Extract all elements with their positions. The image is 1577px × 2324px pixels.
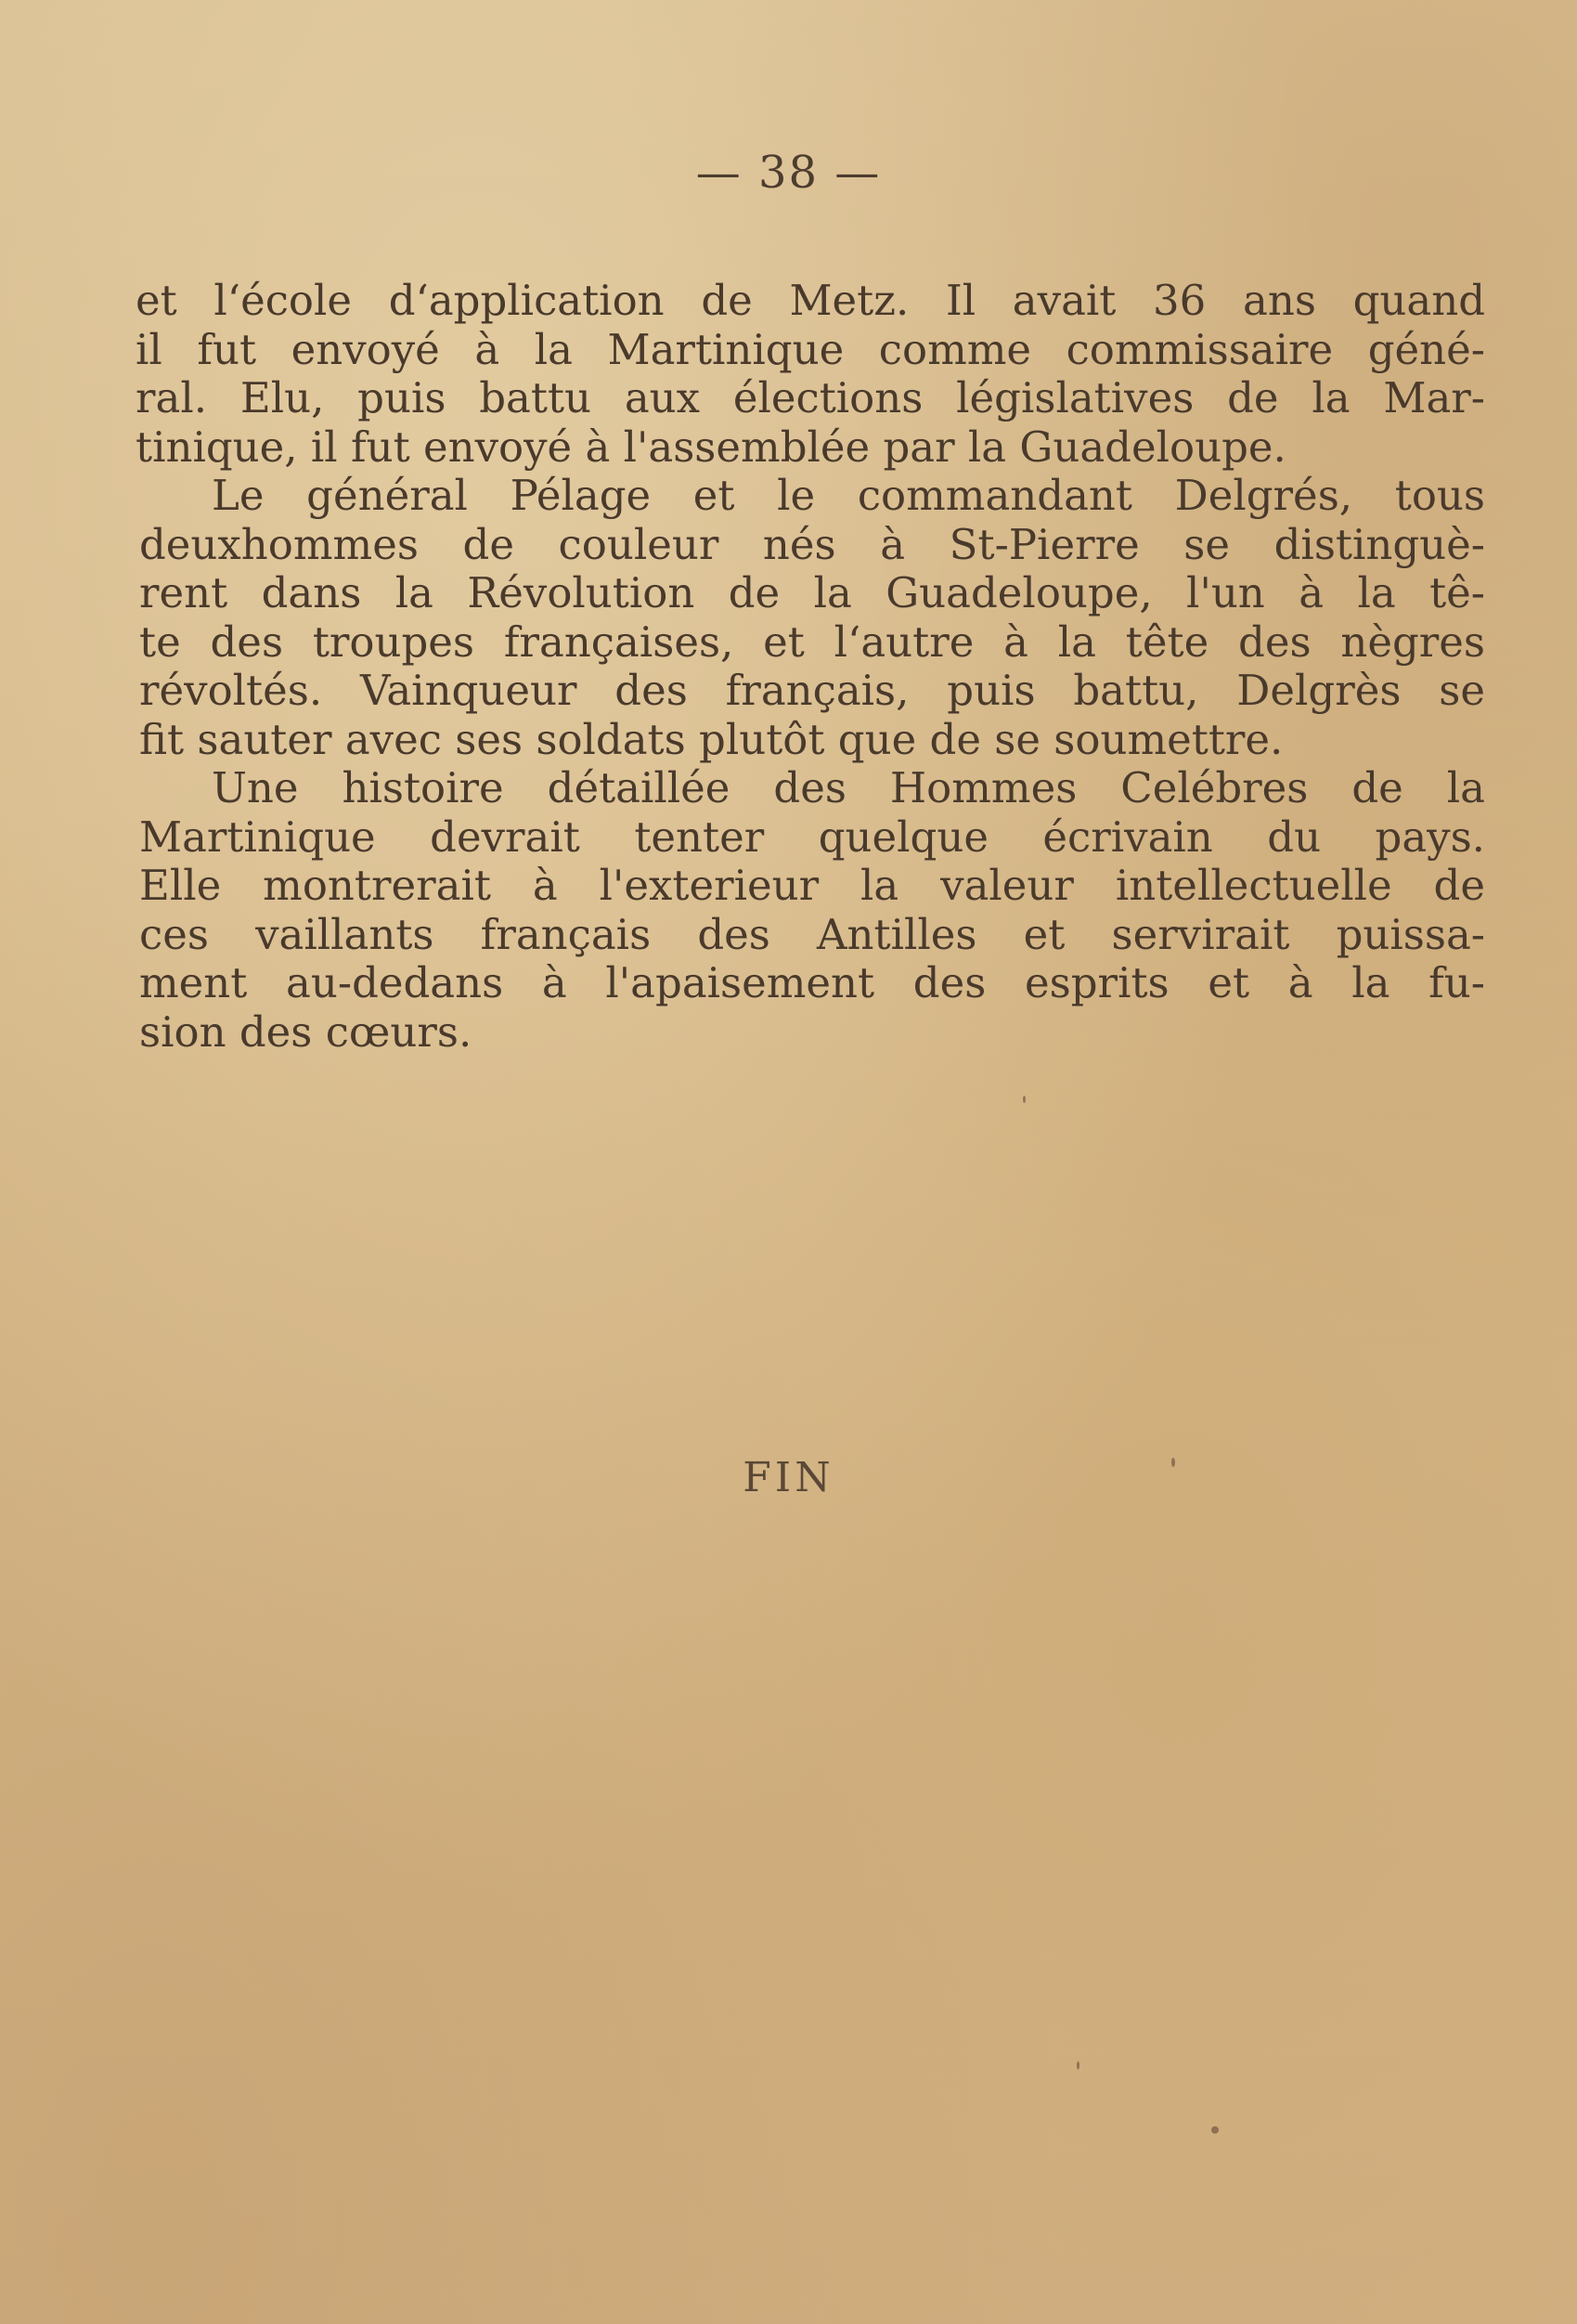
text-line: tinique, il fut envoyé à l'assemblée par la Guadeloupe. [136, 422, 1286, 472]
body-text [136, 276, 1485, 1057]
text-line: et l‘école d‘application de Metz. Il avait 36 ans quand [136, 276, 1485, 325]
text-line: sion des cœurs. [139, 1006, 472, 1057]
text-line: Le général Pélage et le commandant Delgrés, tous [212, 471, 1485, 520]
text-line: Martinique devrait tenter quelque écrivain du pays. [139, 811, 1485, 862]
text-line: ral. Elu, puis battu aux élections législatives de la Mar- [136, 373, 1485, 422]
paper-speck [1023, 1096, 1026, 1103]
text-line: te des troupes françaises, et l‘autre à la tête des nègres [139, 617, 1485, 667]
paper-speck [1171, 1458, 1175, 1467]
text-line: fit sauter avec ses soldats plutôt que de se soumettre. [139, 714, 1284, 764]
text-line: deuxhommes de couleur nés à St-Pierre se distinguè- [139, 519, 1485, 569]
text-line: il fut envoyé à la Martinique comme commissaire géné- [136, 324, 1485, 374]
paragraph-1 [136, 277, 1485, 472]
paragraph-3 [139, 764, 1485, 1057]
paragraph-2 [139, 472, 1485, 764]
text-line: révoltés. Vainqueur des français, puis battu, Delgrès se [139, 666, 1485, 715]
text-line: Une histoire détaillée des Hommes Celébres de la [212, 763, 1485, 812]
paper-speck [1211, 2126, 1219, 2134]
text-line: ces vaillants français des Antilles et servirait puissa- [139, 909, 1485, 959]
text-line: ment au-dedans à l'apaisement des esprits et à la fu- [139, 958, 1485, 1007]
page-number: — 38 — [695, 147, 882, 199]
end-mark: FIN [743, 1454, 834, 1501]
text-line: rent dans la Révolution de la Guadeloupe, l'un à la tê- [139, 568, 1485, 617]
paper-speck [1077, 2061, 1079, 2070]
text-line: Elle montrerait à l'exterieur la valeur intellectuelle de [139, 861, 1485, 910]
